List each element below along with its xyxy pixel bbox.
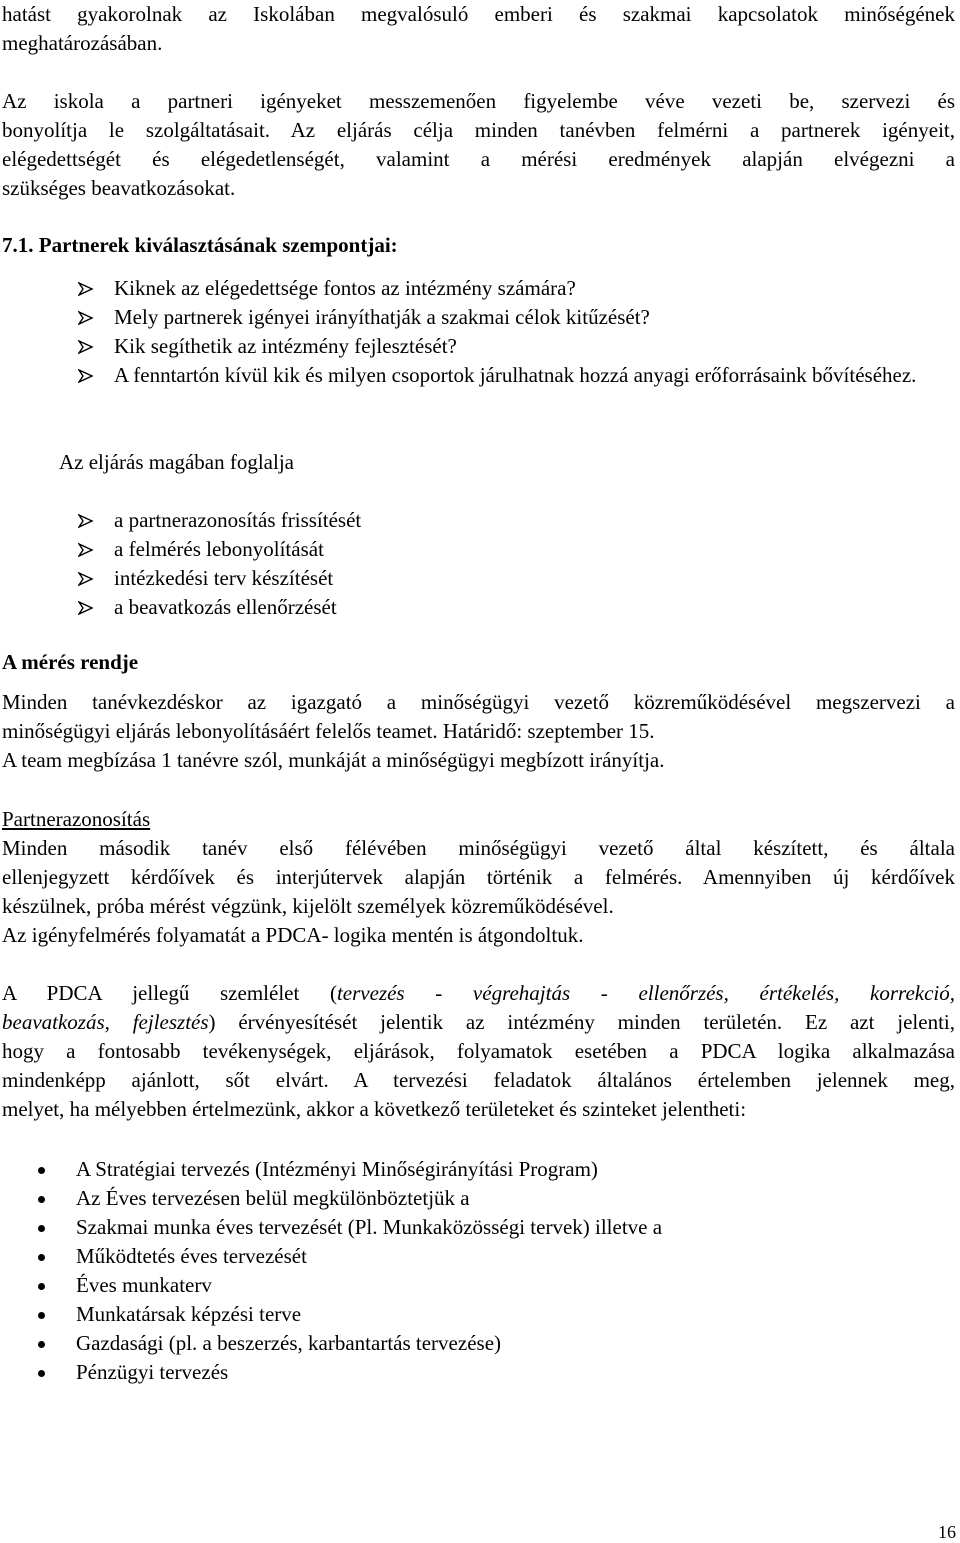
list-item-text: Pénzügyi tervezés bbox=[76, 1360, 229, 1384]
arrow-bullet-icon bbox=[76, 361, 100, 390]
page-number: 16 bbox=[938, 1522, 956, 1542]
list-item bbox=[76, 564, 956, 593]
plans-list bbox=[0, 1155, 956, 1387]
partner-id-line: készülnek, próba mérést végzünk, kijelölt személyek közreműködésével. bbox=[2, 894, 614, 918]
list-item bbox=[76, 535, 956, 564]
list-item-text: intézkedési terv készítését bbox=[114, 566, 334, 590]
pdca-line: melyet, ha mélyebben értelmezünk, akkor a következő területeket és szinteket jelentheti: bbox=[2, 1097, 747, 1121]
bullet-dot-icon bbox=[38, 1225, 45, 1232]
arrow-bullet-icon bbox=[76, 303, 100, 332]
list-item-text: Az Éves tervezésen belül megkülönböztetjük a bbox=[76, 1186, 470, 1210]
measurement-line: minőségügyi eljárás lebonyolításáért felelős teamet. Határidő: szeptember 15. bbox=[2, 719, 655, 743]
list-item bbox=[0, 1358, 956, 1387]
intro-line: Az iskola a partneri igényeket messzemenően figyelembe véve vezeti be, szervezi és bbox=[2, 89, 955, 113]
criteria-list bbox=[76, 274, 956, 390]
partner-id-line: ellenjegyzett kérdőívek és interjútervek alapján történik a felmérés. Amennyiben új kérdőívek bbox=[2, 865, 955, 889]
list-item-text: Szakmai munka éves tervezését (Pl. Munkaközösségi tervek) illetve a bbox=[76, 1215, 663, 1239]
bullet-dot-icon bbox=[38, 1370, 45, 1377]
list-item bbox=[76, 332, 956, 361]
list-item bbox=[76, 274, 956, 303]
partner-id-line: Minden második tanév első félévében minőségügyi vezető által készített, és általa bbox=[2, 836, 955, 860]
arrow-bullet-icon bbox=[76, 535, 100, 564]
list-item-text: A Stratégiai tervezés (Intézményi Minőségirányítási Program) bbox=[76, 1157, 598, 1181]
list-item bbox=[76, 361, 956, 390]
intro-line: hatást gyakorolnak az Iskolában megvalósuló emberi és szakmai kapcsolatok minőségének bbox=[2, 2, 955, 26]
intro-line: szükséges beavatkozásokat. bbox=[2, 176, 236, 200]
partner-id-heading: Partnerazonosítás bbox=[2, 807, 151, 831]
pdca-line bbox=[2, 1008, 955, 1037]
list-item bbox=[0, 1184, 956, 1213]
list-item bbox=[76, 593, 956, 622]
list-item-text: A fenntartón kívül kik és milyen csoportok járulhatnak hozzá anyagi erőforrásaink bővítéséhez. bbox=[114, 363, 917, 387]
list-item-text: Mely partnerek igényei irányíthatják a szakmai célok kitűzését? bbox=[114, 305, 650, 329]
list-item bbox=[0, 1300, 956, 1329]
list-item-text: Éves munkaterv bbox=[76, 1273, 212, 1297]
arrow-bullet-icon bbox=[76, 274, 100, 303]
list-item bbox=[0, 1155, 956, 1184]
list-item-text: Működtetés éves tervezését bbox=[76, 1244, 307, 1268]
intro-line: bonyolítja le szolgáltatásait. Az eljárás célja minden tanévben felmérni a partnerek igényeit, bbox=[2, 118, 955, 142]
bullet-dot-icon bbox=[38, 1341, 45, 1348]
arrow-bullet-icon bbox=[76, 564, 100, 593]
section-heading: 7.1. Partnerek kiválasztásának szempontjai: bbox=[2, 233, 398, 257]
bullet-dot-icon bbox=[38, 1196, 45, 1203]
list-item bbox=[0, 1213, 956, 1242]
list-item bbox=[0, 1242, 956, 1271]
list-item-text: Munkatársak képzési terve bbox=[76, 1302, 302, 1326]
pdca-line: mindenképp ajánlott, sőt elvárt. A tervezési feladatok általános értelemben jelennek meg, bbox=[2, 1068, 955, 1092]
pdca-line bbox=[2, 979, 955, 1008]
list-item bbox=[76, 506, 956, 535]
arrow-bullet-icon bbox=[76, 332, 100, 361]
measurement-line: Minden tanévkezdéskor az igazgató a minőségügyi vezető közreműködésével megszervezi a bbox=[2, 690, 955, 714]
arrow-bullet-icon bbox=[76, 593, 100, 622]
bullet-dot-icon bbox=[38, 1254, 45, 1261]
list-item-text: a felmérés lebonyolítását bbox=[114, 537, 324, 561]
bullet-dot-icon bbox=[38, 1312, 45, 1319]
list-item-text: a beavatkozás ellenőrzését bbox=[114, 595, 337, 619]
intro-line: elégedettségét és elégedetlenségét, valamint a mérési eredmények alapján elvégezni a bbox=[2, 147, 955, 171]
list-item bbox=[0, 1271, 956, 1300]
intro-line: meghatározásában. bbox=[2, 31, 163, 55]
pdca-text: ) érvényesítését jelentik az intézmény minden területén. Ez azt jelenti, bbox=[208, 1010, 955, 1034]
bullet-dot-icon bbox=[38, 1167, 45, 1174]
pdca-line: hogy a fontosabb tevékenységek, eljárások, folyamatok esetében a PDCA logika alkalmazása bbox=[2, 1039, 955, 1063]
list-item-text: a partnerazonosítás frissítését bbox=[114, 508, 362, 532]
list-item-text: Gazdasági (pl. a beszerzés, karbantartás tervezése) bbox=[76, 1331, 502, 1355]
bullet-dot-icon bbox=[38, 1283, 45, 1290]
list-item bbox=[0, 1329, 956, 1358]
list-item-text: Kiknek az elégedettsége fontos az intézmény számára? bbox=[114, 276, 576, 300]
procedure-list bbox=[76, 506, 956, 622]
partner-id-line: Az igényfelmérés folyamatát a PDCA- logika mentén is átgondoltuk. bbox=[2, 923, 584, 947]
list-item-text: Kik segíthetik az intézmény fejlesztését? bbox=[114, 334, 457, 358]
pdca-italic-text: beavatkozás, fejlesztés bbox=[2, 1010, 209, 1034]
arrow-bullet-icon bbox=[76, 506, 100, 535]
measurement-heading: A mérés rendje bbox=[2, 650, 139, 674]
measurement-line: A team megbízása 1 tanévre szól, munkáját a minőségügyi megbízott irányítja. bbox=[2, 748, 665, 772]
list-item bbox=[76, 303, 956, 332]
pdca-text: A PDCA jellegű szemlélet ( bbox=[2, 981, 337, 1005]
procedure-intro: Az eljárás magában foglalja bbox=[59, 450, 294, 474]
pdca-italic-text: tervezés - végrehajtás - ellenőrzés, értékelés, korrekció, bbox=[336, 981, 955, 1005]
